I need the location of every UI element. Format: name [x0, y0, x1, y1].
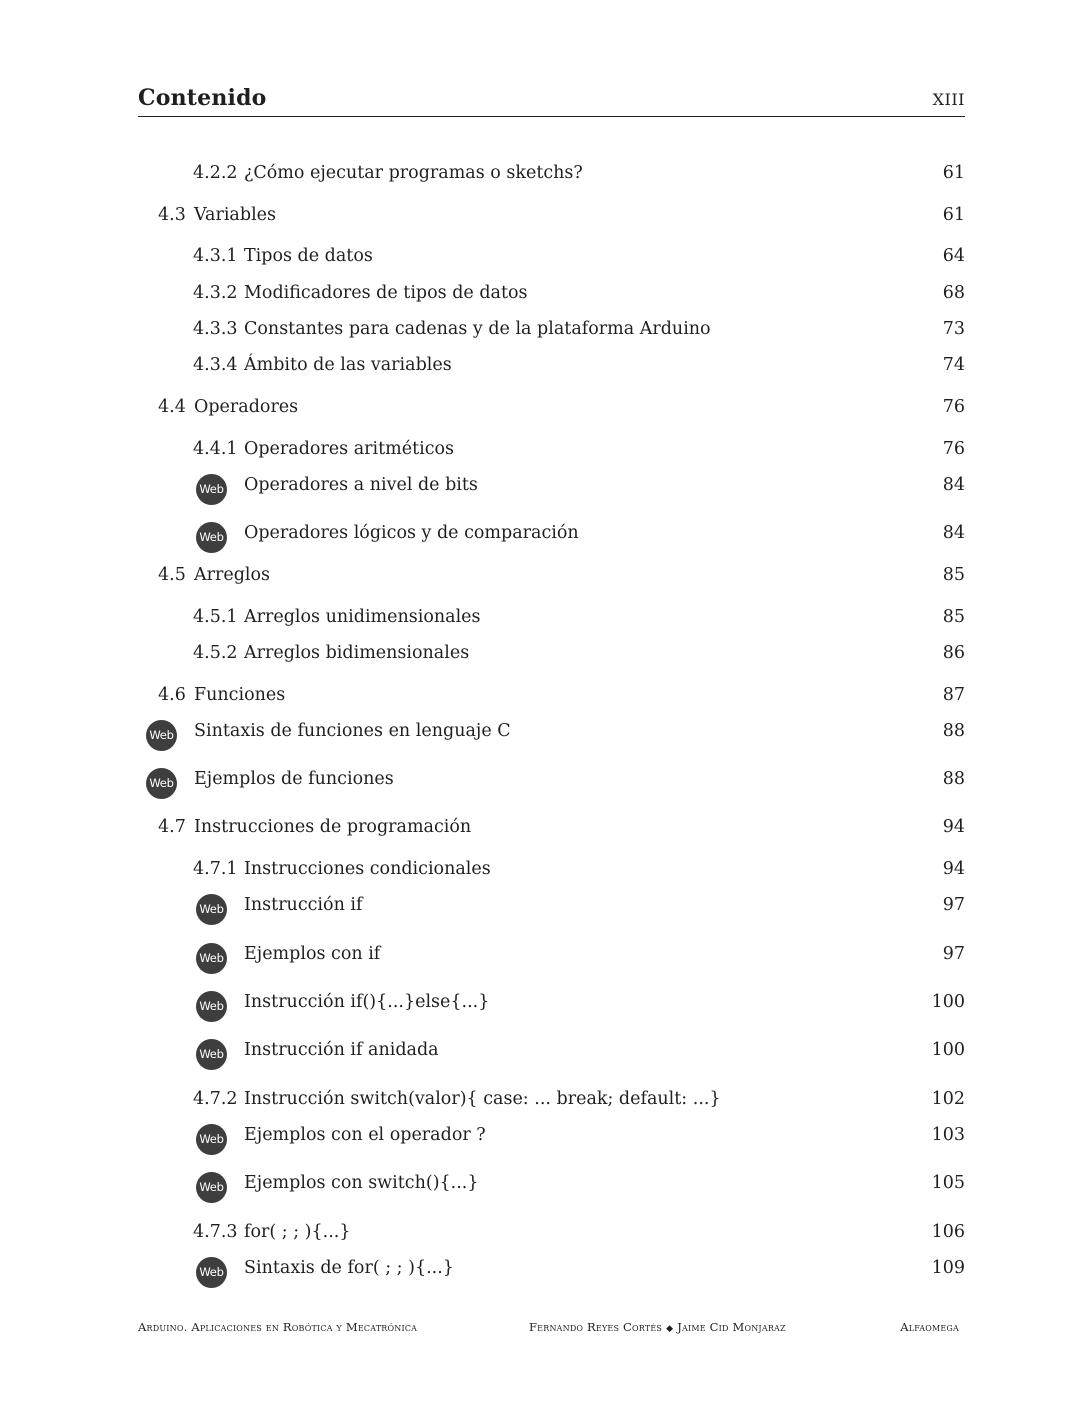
- diamond-separator-icon: ◆: [666, 1324, 674, 1334]
- toc-entry-page: 85: [942, 607, 965, 627]
- toc-entry-label: ¿Cómo ejecutar programas o sketchs?: [244, 163, 583, 183]
- toc-entry-label: Ejemplos con switch(){...}: [244, 1173, 479, 1193]
- toc-entry-page: 105: [931, 1173, 965, 1193]
- toc-entry-label: Instrucción if anidada: [244, 1040, 439, 1060]
- toc-entry: [0, 280, 1066, 306]
- toc-entry: [0, 160, 1066, 186]
- toc-entry: [0, 640, 1066, 666]
- toc-entry: [0, 202, 1066, 228]
- toc-entry: [0, 1122, 1066, 1148]
- toc-entry-label: Arreglos: [194, 565, 271, 585]
- toc-entry: [0, 562, 1066, 588]
- toc-entry-page: 109: [931, 1258, 965, 1278]
- toc-entry-label: Sintaxis de for( ; ; ){...}: [244, 1258, 454, 1278]
- toc-entry-page: 86: [942, 643, 965, 663]
- toc-entry: [0, 718, 1066, 744]
- toc-entry-number: 4.4: [158, 397, 186, 417]
- toc-entry-page: 84: [942, 523, 965, 543]
- web-icon: Web: [196, 1039, 227, 1070]
- footer-authors: [529, 1320, 786, 1334]
- toc-entry: [0, 814, 1066, 840]
- toc-entry-label: Constantes para cadenas y de la plataforma Arduino: [244, 319, 711, 339]
- toc-entry-page: 100: [931, 1040, 965, 1060]
- toc-entry-page: 61: [942, 205, 965, 225]
- toc-entry-page: 106: [931, 1222, 965, 1242]
- toc-entry-label: Operadores lógicos y de comparación: [244, 523, 579, 543]
- toc-entry: [0, 1219, 1066, 1245]
- web-icon: Web: [196, 1172, 227, 1203]
- page-footer: [0, 1320, 1066, 1340]
- toc-entry-label: Instrucciones condicionales: [244, 859, 491, 879]
- toc-entry: [0, 941, 1066, 967]
- toc-entry-label: Variables: [194, 205, 276, 225]
- toc-entry-page: 74: [942, 355, 965, 375]
- toc-entry: [0, 394, 1066, 420]
- toc-entry: [0, 1037, 1066, 1063]
- toc-entry: [0, 682, 1066, 708]
- toc-entry-label: Arreglos bidimensionales: [244, 643, 470, 663]
- toc-entry-label: Instrucción if: [244, 895, 363, 915]
- toc-entry-page: 94: [942, 859, 965, 879]
- toc-entry: [0, 604, 1066, 630]
- toc-entry-label: Ámbito de las variables: [244, 355, 452, 375]
- toc-entry: [0, 989, 1066, 1015]
- web-icon: Web: [196, 991, 227, 1022]
- footer-author-1: Fernando Reyes Cortés: [529, 1320, 663, 1334]
- toc-entry-number: 4.3.4: [193, 355, 238, 375]
- toc-entry-page: 85: [942, 565, 965, 585]
- web-icon: Web: [146, 720, 177, 751]
- toc-entry: [0, 1170, 1066, 1196]
- toc-entry-number: 4.6: [158, 685, 186, 705]
- toc-entry-number: 4.5.1: [193, 607, 238, 627]
- toc-entry-label: Instrucción if(){...}else{...}: [244, 992, 490, 1012]
- toc-entry-label: Funciones: [194, 685, 286, 705]
- toc-entry-page: 103: [931, 1125, 965, 1145]
- web-icon: Web: [196, 1124, 227, 1155]
- page-title: Contenido: [138, 85, 267, 111]
- toc-entry-page: 84: [942, 475, 965, 495]
- toc-entry: [0, 1255, 1066, 1281]
- toc-entry-page: 64: [942, 246, 965, 266]
- page-number: XIII: [932, 90, 965, 109]
- toc-entry-number: 4.3: [158, 205, 186, 225]
- toc-entry-label: Instrucción switch(valor){ case: ... break; default: ...}: [244, 1089, 721, 1109]
- toc-entry-page: 97: [942, 944, 965, 964]
- toc-entry-number: 4.7: [158, 817, 186, 837]
- toc-entry-label: Arreglos unidimensionales: [244, 607, 481, 627]
- footer-book-title: Arduino. Aplicaciones en Robótica y Mecatrónica: [138, 1320, 418, 1334]
- web-icon: Web: [196, 943, 227, 974]
- toc-entry-page: 97: [942, 895, 965, 915]
- toc-entry: [0, 243, 1066, 269]
- toc-entry-page: 68: [942, 283, 965, 303]
- web-icon: Web: [196, 1257, 227, 1288]
- toc-entry-number: 4.5: [158, 565, 186, 585]
- toc-entry-number: 4.7.1: [193, 859, 238, 879]
- toc-entry-label: Operadores a nivel de bits: [244, 475, 478, 495]
- toc-entry-page: 61: [942, 163, 965, 183]
- toc-entry-number: 4.3.2: [193, 283, 238, 303]
- toc-entry-label: Modificadores de tipos de datos: [244, 283, 528, 303]
- toc-entry-number: 4.3.1: [193, 246, 238, 266]
- toc-entry: [0, 892, 1066, 918]
- toc-entry-label: Ejemplos con if: [244, 944, 381, 964]
- toc-entry-label: Operadores aritméticos: [244, 439, 455, 459]
- toc-entry: [0, 856, 1066, 882]
- toc-entry-label: Ejemplos con el operador ?: [244, 1125, 486, 1145]
- toc-entry: [0, 316, 1066, 342]
- toc-entry-label: Operadores: [194, 397, 299, 417]
- toc-entry-label: Sintaxis de funciones en lenguaje C: [194, 721, 511, 741]
- toc-entry-page: 73: [942, 319, 965, 339]
- toc-entry-page: 87: [942, 685, 965, 705]
- toc-entry: [0, 1086, 1066, 1112]
- toc-entry: [0, 436, 1066, 462]
- web-icon: Web: [196, 894, 227, 925]
- toc-entry: [0, 766, 1066, 792]
- toc-entry-number: 4.2.2: [193, 163, 238, 183]
- web-icon: Web: [196, 474, 227, 505]
- toc-entry: [0, 520, 1066, 546]
- toc-entry-page: 76: [942, 397, 965, 417]
- toc-entry: [0, 352, 1066, 378]
- footer-author-2: Jaime Cid Monjaraz: [677, 1320, 786, 1334]
- toc-entry-label: Tipos de datos: [244, 246, 373, 266]
- web-icon: Web: [196, 522, 227, 553]
- toc-entry: [0, 472, 1066, 498]
- toc-entry-page: 94: [942, 817, 965, 837]
- toc-entry-page: 102: [931, 1089, 965, 1109]
- toc-entry-label: Ejemplos de funciones: [194, 769, 394, 789]
- toc-entry-label: Instrucciones de programación: [194, 817, 472, 837]
- toc-entry-number: 4.4.1: [193, 439, 238, 459]
- toc-entry-number: 4.7.2: [193, 1089, 238, 1109]
- toc-entry-number: 4.3.3: [193, 319, 238, 339]
- toc-entry-page: 88: [942, 769, 965, 789]
- web-icon: Web: [146, 768, 177, 799]
- toc-entry-label: for( ; ; ){...}: [244, 1222, 351, 1242]
- toc-entry-number: 4.7.3: [193, 1222, 238, 1242]
- toc-entry-number: 4.5.2: [193, 643, 238, 663]
- toc-entry-page: 76: [942, 439, 965, 459]
- footer-publisher: Alfaomega: [900, 1320, 959, 1334]
- toc-entry-page: 88: [942, 721, 965, 741]
- toc-entry-page: 100: [931, 992, 965, 1012]
